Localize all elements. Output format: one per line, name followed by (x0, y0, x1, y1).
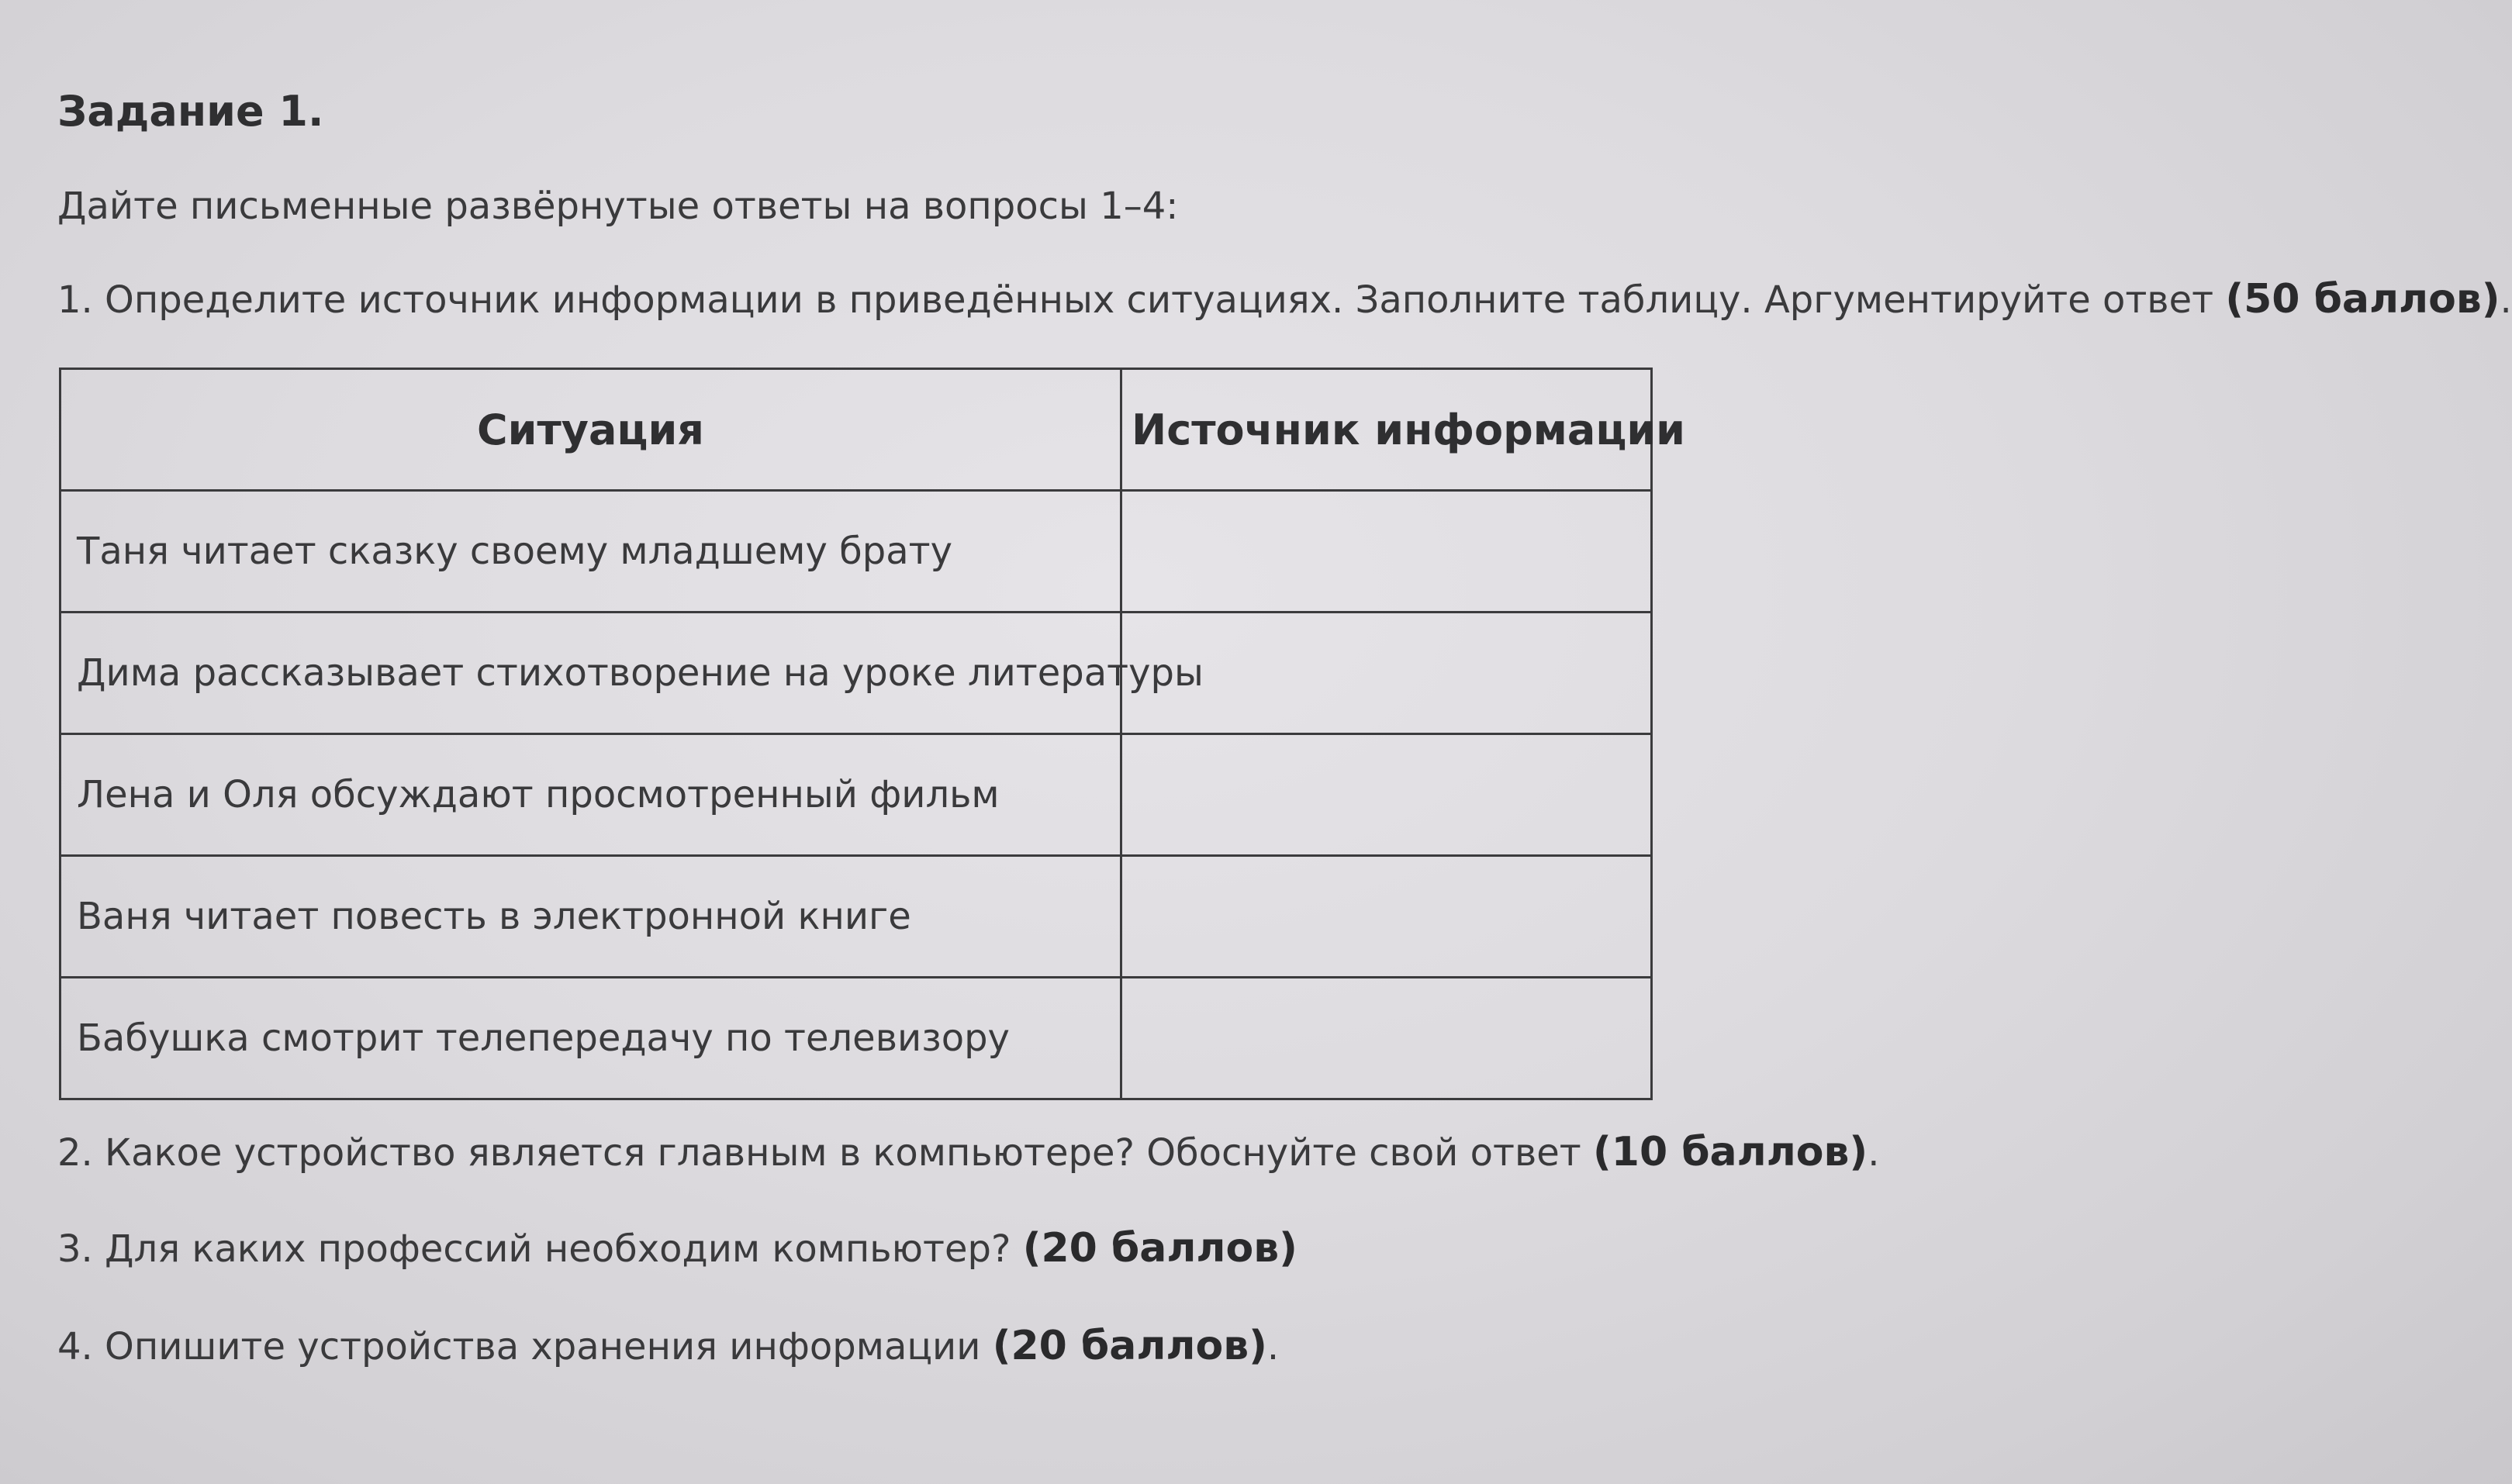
source-answer-cell[interactable] (1121, 856, 1652, 978)
question-points: (20 баллов) (1022, 1225, 1297, 1272)
question-points: (10 баллов) (1593, 1129, 1868, 1175)
source-answer-cell[interactable] (1121, 734, 1652, 856)
situation-cell: Дима рассказывает стихотворение на уроке литературы (60, 613, 1121, 734)
question-text: 2. Какое устройство является главным в компьютере? Обоснуйте свой ответ (57, 1131, 1593, 1175)
table-row (60, 613, 1652, 734)
question-3 (57, 1225, 1297, 1272)
question-tail: . (1868, 1131, 1880, 1175)
table-row (60, 734, 1652, 856)
situation-cell: Лена и Оля обсуждают просмотренный фильм (60, 734, 1121, 856)
table-header-row (60, 369, 1652, 491)
table-row (60, 491, 1652, 613)
assignment-title: Задание 1. (57, 87, 324, 136)
question-tail: . (1266, 1325, 1280, 1368)
situation-cell: Бабушка смотрит телепередачу по телевизору (60, 978, 1121, 1099)
question-text: 4. Опишите устройства хранения информации (57, 1325, 993, 1368)
question-tail: . (2500, 278, 2512, 322)
question-2 (57, 1129, 1879, 1175)
assignment-instructions: Дайте письменные развёрнутые ответы на вопросы 1–4: (57, 185, 1179, 228)
situation-cell: Ваня читает повесть в электронной книге (60, 856, 1121, 978)
question-text: 3. Для каких профессий необходим компьютер? (57, 1227, 1023, 1271)
situation-cell: Таня читает сказку своему младшему брату (60, 491, 1121, 613)
question-points: (50 баллов) (2225, 276, 2500, 323)
question-1 (57, 276, 2512, 323)
column-header-situation: Ситуация (60, 369, 1121, 491)
source-answer-cell[interactable] (1121, 978, 1652, 1099)
question-4 (57, 1323, 1279, 1369)
source-answer-cell[interactable] (1121, 491, 1652, 613)
question-points: (20 баллов) (992, 1323, 1267, 1369)
question-text: 1. Определите источник информации в приведённых ситуациях. Заполните таблицу. Аргументируйте ответ (57, 278, 2226, 322)
table-row (60, 856, 1652, 978)
table-row (60, 978, 1652, 1099)
column-header-source: Источник информации (1121, 369, 1652, 491)
situations-table (59, 368, 1686, 1100)
